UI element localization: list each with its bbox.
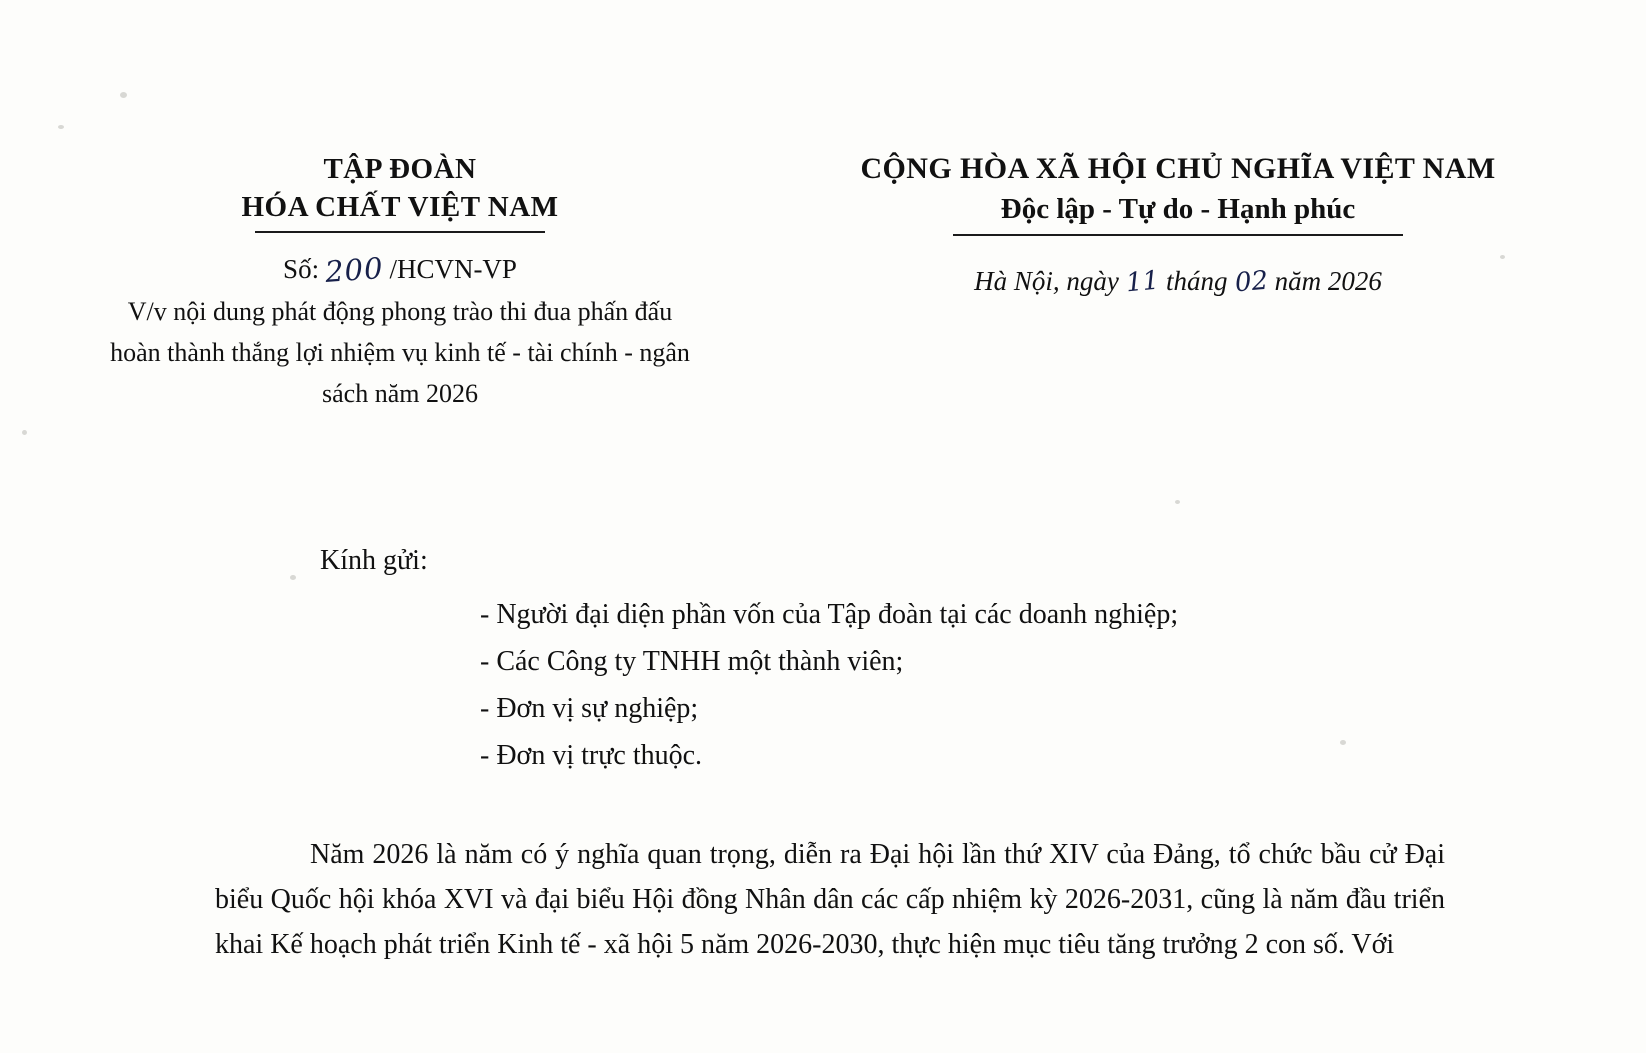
issuing-organization-block: [0, 150, 770, 414]
scan-speck: [58, 125, 64, 129]
organization-line-2: HÓA CHẤT VIỆT NAM: [241, 191, 559, 223]
document-number-label: Số:: [283, 254, 320, 284]
month-value: 02: [1233, 265, 1269, 299]
document-number-value: 200: [324, 251, 385, 289]
month-label: tháng: [1165, 266, 1228, 296]
header-divider-left: [255, 231, 545, 233]
body-paragraph-1: Năm 2026 là năm có ý nghĩa quan trọng, diễn ra Đại hội lần thứ XIV của Đảng, tổ chức bầu cử Đại biểu Quốc hội khóa XVI và đại biểu Hội đồng Nhân dân các cấp nhiệm kỳ 2026-2031, cũng là năm đầu triển khai Kế hoạch phát triển Kinh tế - xã hội 5 năm 2026-2030, thực hiện mục tiêu tăng trưởng 2 con số. Với: [215, 839, 1445, 960]
organization-line-1: TẬP ĐOÀN: [323, 153, 477, 185]
recipients-list: [480, 591, 1646, 779]
place-and-date: [770, 266, 1586, 297]
list-item: - Các Công ty TNHH một thành viên;: [480, 646, 904, 677]
year-label: năm 2026: [1274, 266, 1382, 296]
scan-speck: [120, 92, 127, 98]
recipients-title: Kính gửi:: [320, 545, 428, 576]
list-item: - Đơn vị trực thuộc.: [480, 740, 703, 771]
scan-speck: [1175, 500, 1180, 504]
header-divider-right: [953, 234, 1403, 236]
document-header: [0, 150, 1646, 414]
national-title: CỘNG HÒA XÃ HỘI CHỦ NGHĨA VIỆT NAM: [860, 152, 1496, 185]
national-motto: Độc lập - Tự do - Hạnh phúc: [1000, 193, 1356, 225]
document-body: [215, 832, 1445, 967]
document-number-suffix: /HCVN-VP: [389, 254, 517, 284]
recipients-block: [0, 545, 1646, 779]
scan-speck: [22, 430, 27, 435]
list-item: - Đơn vị sự nghiệp;: [480, 693, 699, 724]
national-heading-block: [770, 150, 1646, 297]
list-item: - Người đại diện phần vốn của Tập đoàn tại các doanh nghiệp;: [480, 599, 1179, 630]
document-number: [30, 251, 770, 289]
place-label: Hà Nội, ngày: [974, 266, 1119, 296]
document-subject: V/v nội dung phát động phong trào thi đua phấn đấu hoàn thành thắng lợi nhiệm vụ kinh tế - tài chính - ngân sách năm 2026: [110, 297, 690, 408]
day-value: 11: [1124, 265, 1161, 299]
